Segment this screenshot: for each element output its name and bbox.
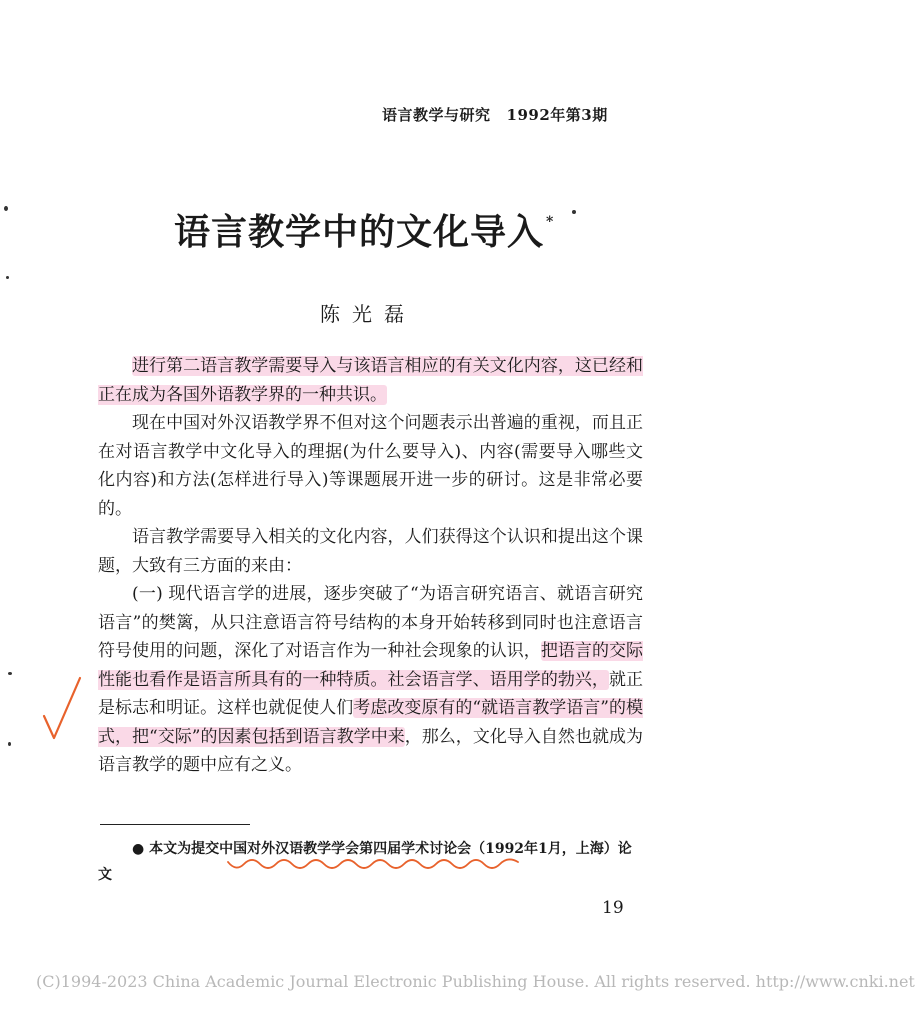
footnote-rule (100, 824, 250, 825)
title-footnote-mark: * (546, 214, 555, 230)
journal-name: 语言教学与研究 (382, 106, 491, 124)
scan-speck (8, 742, 11, 746)
running-head (382, 104, 608, 125)
article-title: 语言教学中的文化导入 (174, 211, 545, 253)
paragraph-text: (一) 现代语言学的进展，逐步突破了“为语言研究语言、就语言研究语言”的樊篱，从只注意语言符号结构的本身开始转移到同时也注意语言符号使用的问题，深化了对语言作为一种社会现象的认识， (98, 584, 643, 661)
body-paragraph (98, 352, 643, 409)
issue-number: 1992年第3期 (506, 106, 608, 124)
scan-speck (4, 206, 8, 211)
body-paragraph (98, 523, 643, 580)
body-paragraph (98, 409, 643, 523)
highlighted-text: 把语言的交际性能也看作是语言所具有的一种特质。社会语言学、语用学的勃兴， (98, 641, 644, 690)
article-title-block (174, 204, 554, 255)
paragraph-text: ，那么，文化导入自然也就成为语言教学的题中应有之义。 (98, 726, 643, 775)
body-paragraph (98, 580, 643, 780)
highlighted-text: 考虑改变原有的“就语言教学语言”的模式，把“交际”的因素包括到语言教学中来 (98, 698, 644, 747)
scan-speck (6, 276, 9, 279)
check-mark-annotation (36, 672, 86, 744)
footnote: ● 本文为提交中国对外汉语教学学会第四届学术讨论会（1992年1月，上海）论文 (98, 841, 632, 883)
paragraph-text: 现在中国对外汉语教学界不但对这个问题表示出普遍的重视，而且正在对语言教学中文化导入的理据(为什么要导入)、内容(需要导入哪些文化内容)和方法(怎样进行导入)等课题展开进一步的研讨。这是非常必要的。 (98, 413, 643, 519)
author-name: 陈光磊 (320, 302, 416, 326)
highlighted-text: 进行第二语言教学需要导入与该语言相应的有关文化内容，这已经和正在成为各国外语教学界的一种共识。 (98, 356, 643, 405)
copyright-watermark: (C)1994-2023 China Academic Journal Electronic Publishing House. All rights reserved. http://www.cnki.net (36, 972, 915, 991)
paragraph-text: 语言教学需要导入相关的文化内容，人们获得这个认识和提出这个课题，大致有三方面的来由： (98, 527, 643, 576)
scan-speck (572, 210, 576, 214)
page-number: 19 (602, 898, 624, 918)
article-body (98, 352, 643, 780)
paragraph-text: 就正是标志和明证。这样也就促使人们 (98, 669, 644, 718)
scan-speck (8, 672, 12, 675)
